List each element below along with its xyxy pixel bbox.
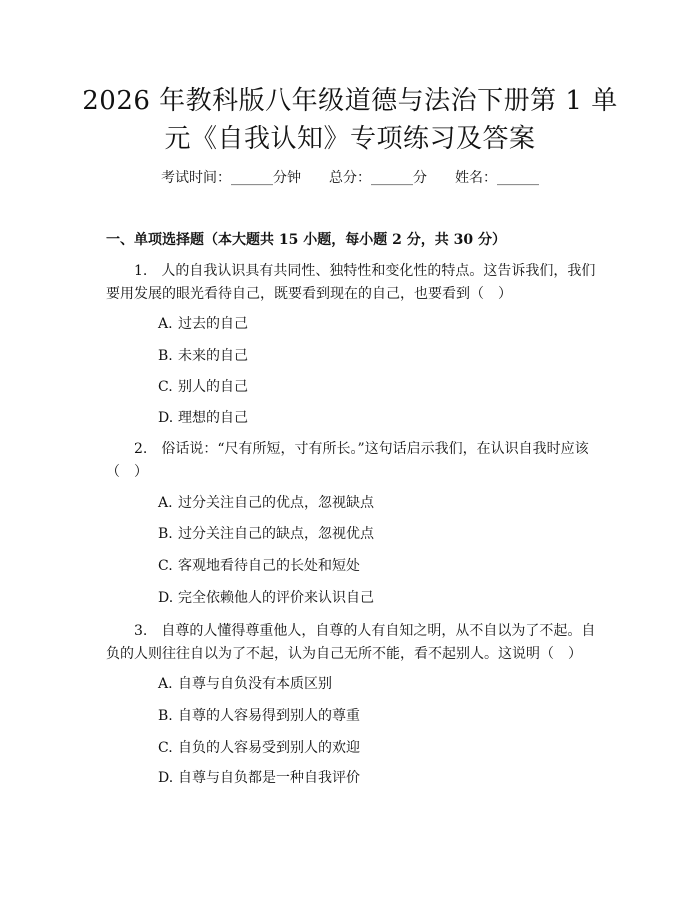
option-letter: A. xyxy=(158,316,173,332)
question-1-option-a xyxy=(158,314,248,334)
question-2: 2. 俗话说：“尺有所短，寸有所长。”这句话启示我们，在认识自我时应该（ ） xyxy=(106,441,589,480)
option-text: 自尊与自负都是一种自我评价 xyxy=(178,770,360,786)
question-2-option-a xyxy=(158,493,374,513)
option-letter: D. xyxy=(158,770,174,786)
question-2-option-b xyxy=(158,524,374,544)
option-text: 自负的人容易受到别人的欢迎 xyxy=(178,740,360,756)
option-text: 过分关注自己的缺点，忽视优点 xyxy=(178,526,374,542)
total-score-field: 总分：______分 xyxy=(329,170,427,186)
option-text: 理想的自己 xyxy=(178,410,248,426)
option-letter: C. xyxy=(158,558,173,574)
document-title-line-2: 元《自我认知》专项练习及答案 xyxy=(164,124,536,154)
exam-time-field: 考试时间：______分钟 xyxy=(161,170,301,186)
exam-info xyxy=(0,168,700,188)
option-letter: A. xyxy=(158,495,173,511)
document-title-line-1: 2026 年教科版八年级道德与法治下册第 1 单 xyxy=(82,86,618,116)
option-letter: C. xyxy=(158,379,173,395)
option-letter: A. xyxy=(158,676,173,692)
question-3-option-b xyxy=(158,706,360,726)
option-letter: B. xyxy=(158,348,173,364)
question-1-option-b xyxy=(158,346,248,366)
question-3-option-a xyxy=(158,674,332,694)
option-text: 完全依赖他人的评价来认识自己 xyxy=(178,590,374,606)
option-letter: C. xyxy=(158,740,173,756)
question-2-option-d xyxy=(158,588,374,608)
option-text: 过去的自己 xyxy=(178,316,248,332)
question-2-option-c xyxy=(158,556,360,576)
option-letter: D. xyxy=(158,590,174,606)
option-letter: D. xyxy=(158,410,174,426)
option-letter: B. xyxy=(158,708,173,724)
question-1-option-d xyxy=(158,408,248,428)
option-letter: B. xyxy=(158,526,173,542)
option-text: 别人的自己 xyxy=(178,379,248,395)
question-3: 3. 自尊的人懂得尊重他人，自尊的人有自知之明，从不自以为了不起。自负的人则往往自以为了不起，认为自己无所不能，看不起别人。这说明（ ） xyxy=(106,623,596,662)
option-text: 自尊与自负没有本质区别 xyxy=(178,676,332,692)
option-text: 自尊的人容易得到别人的尊重 xyxy=(178,708,360,724)
option-text: 客观地看待自己的长处和短处 xyxy=(178,558,360,574)
question-3-option-c xyxy=(158,738,360,758)
name-field: 姓名：______ xyxy=(455,170,539,186)
question-1: 1. 人的自我认识具有共同性、独特性和变化性的特点。这告诉我们，我们要用发展的眼光看待自己，既要看到现在的自己，也要看到（ ） xyxy=(106,263,596,302)
question-1-option-c xyxy=(158,377,248,397)
question-3-option-d xyxy=(158,768,360,788)
option-text: 未来的自己 xyxy=(178,348,248,364)
option-text: 过分关注自己的优点，忽视缺点 xyxy=(178,495,374,511)
section-heading: 一、单项选择题（本大题共 15 小题，每小题 2 分，共 30 分） xyxy=(106,232,506,248)
